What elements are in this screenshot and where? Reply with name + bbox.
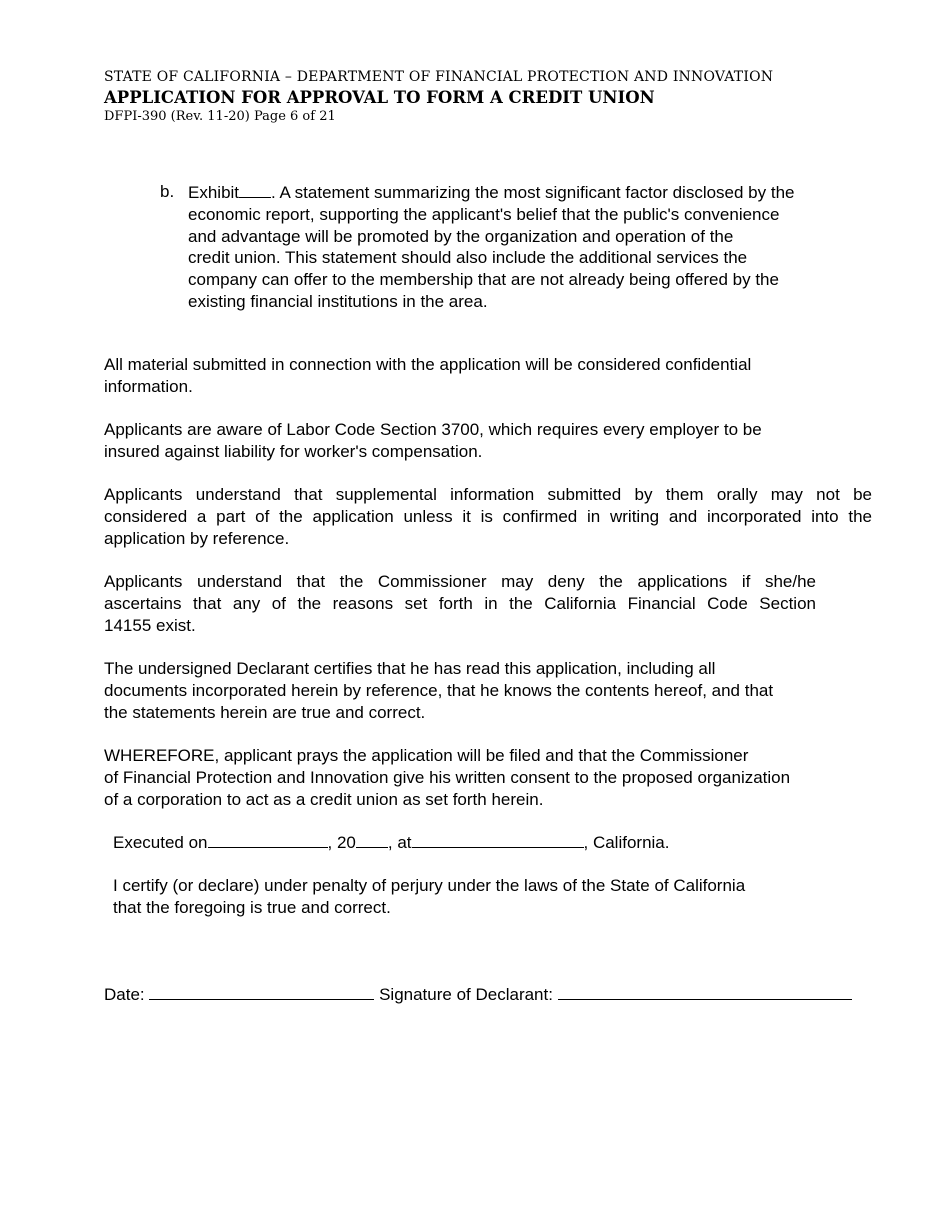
- california-suffix: , California.: [583, 833, 670, 852]
- supplemental-info-paragraph: Applicants understand that supplemental information submitted by them orally may not be considered a part of the application unless it is confirmed in writing and incorporated into the application by reference.: [104, 485, 872, 548]
- at-label: , at: [387, 833, 412, 852]
- declarant-signature-field[interactable]: [558, 983, 852, 1000]
- year-prefix: , 20: [327, 833, 356, 852]
- item-marker: b.: [160, 182, 175, 201]
- declarant-label: Signature of Declarant:: [374, 985, 558, 1004]
- perjury-statement: I certify (or declare) under penalty of perjury under the laws of the State of California that the foregoing is true and correct.: [113, 876, 746, 917]
- executed-line: [113, 831, 883, 854]
- certifies-paragraph: The undersigned Declarant certifies that he has read this application, including all documents incorporated herein by reference, that he knows the contents hereof, and that the statements herein are true and correct.: [104, 659, 774, 722]
- item-b-line: Exhibit . A statement summarizing the most significant factor disclosed by the: [188, 183, 795, 202]
- executed-year-field[interactable]: [356, 831, 388, 848]
- signature-row: [104, 983, 879, 1006]
- date-field[interactable]: [149, 983, 374, 1000]
- exhibit-label: Exhibit: [188, 183, 240, 202]
- form-title: APPLICATION FOR APPROVAL TO FORM A CREDIT UNION: [104, 88, 655, 107]
- item-b-line: credit union. This statement should also include the additional services the: [188, 248, 748, 268]
- item-b-line: company can offer to the membership that are not already being offered by the: [188, 270, 779, 290]
- item-b-line: economic report, supporting the applicant's belief that the public's convenience: [188, 204, 780, 224]
- item-b-line: and advantage will be promoted by the organization and operation of the: [188, 226, 734, 246]
- executed-date-field[interactable]: [208, 831, 328, 848]
- confidential-paragraph: All material submitted in connection with the application will be considered confidential information.: [104, 355, 752, 396]
- deny-paragraph: Applicants understand that the Commissioner may deny the applications if she/he ascertains that any of the reasons set forth in the California Financial Code Section 14155 exist.: [104, 572, 816, 635]
- executed-on-label: Executed on: [113, 833, 208, 852]
- exhibit-number-field[interactable]: [239, 181, 271, 198]
- agency-line: STATE OF CALIFORNIA – DEPARTMENT OF FINANCIAL PROTECTION AND INNOVATION: [104, 69, 774, 85]
- wherefore-paragraph: WHEREFORE, applicant prays the application will be filed and that the Commissioner of Financial Protection and Innovation give his written consent to the proposed organization of a corporation to act as a credit union as set forth herein.: [104, 746, 791, 809]
- date-label: Date:: [104, 985, 150, 1004]
- item-b-line: existing financial institutions in the area.: [188, 291, 488, 311]
- executed-location-field[interactable]: [412, 831, 584, 848]
- form-header: [104, 68, 773, 125]
- form-number-page: DFPI-390 (Rev. 11-20) Page 6 of 21: [104, 109, 336, 124]
- labor-code-paragraph: Applicants are aware of Labor Code Section 3700, which requires every employer to be insured against liability for worker's compensation.: [104, 420, 762, 461]
